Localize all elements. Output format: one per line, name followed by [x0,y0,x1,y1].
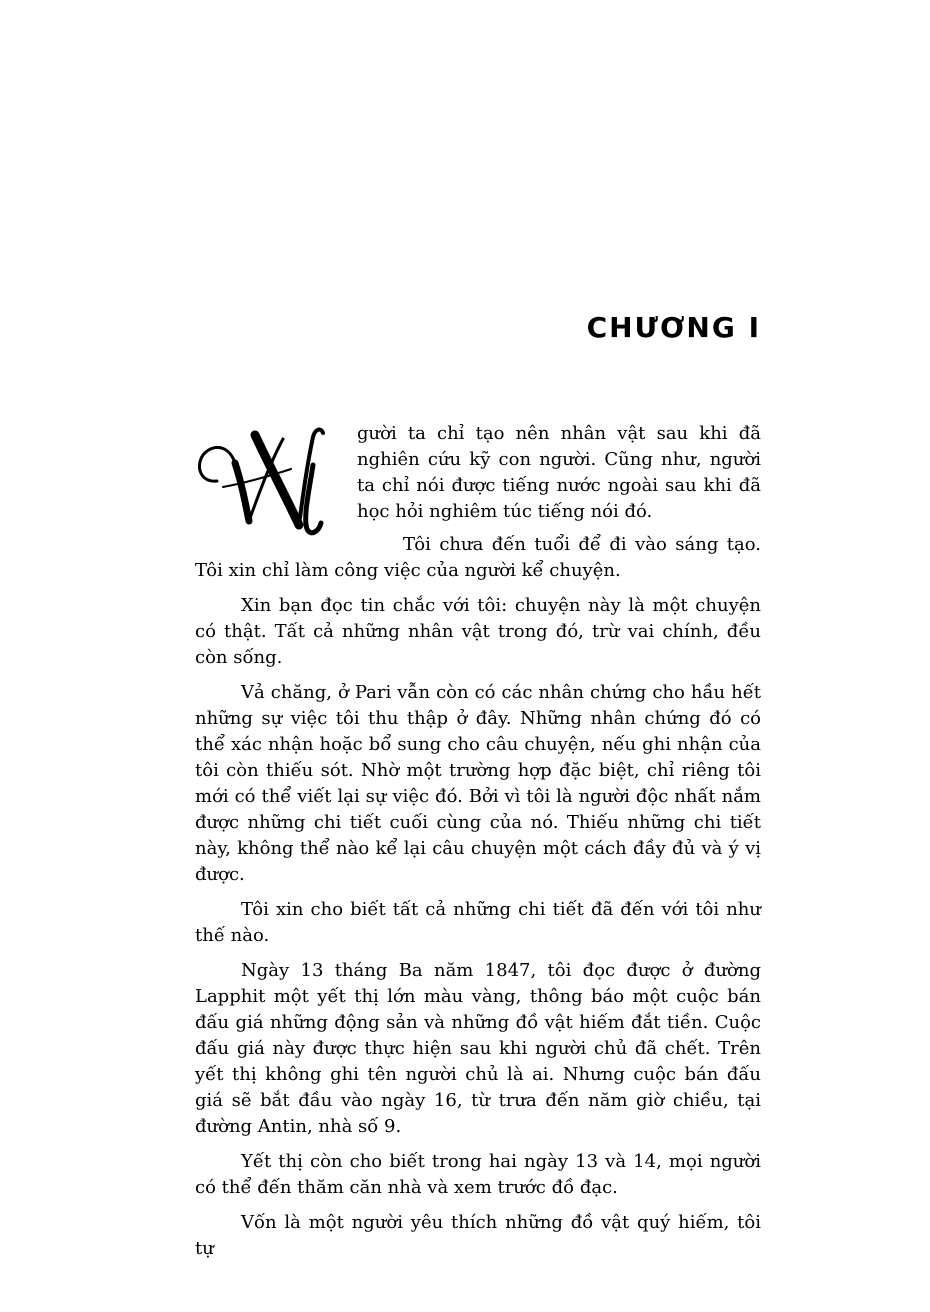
drop-cap-letter [195,425,353,537]
paragraph: Yết thị còn cho biết trong hai ngày 13 và 14, mọi người có thể đến thăm căn nhà và xem trước đồ đạc. [195,1151,761,1198]
opening-paragraph: gười ta chỉ tạo nên nhân vật sau khi đã nghiên cứu kỹ con người. Cũng như, người ta chỉ nói được tiếng nước ngoài sau khi đã học hỏi nghiêm túc tiếng nói đó. [357,423,761,522]
paragraph-continued: Vốn là một người yêu thích những đồ vật quý hiếm, tôi tự [195,1212,761,1259]
chapter-body [195,421,761,1271]
paragraph: Tôi chưa đến tuổi để đi vào sáng tạo. Tôi xin chỉ làm công việc của người kể chuyện. [195,534,761,581]
chapter-title: CHƯƠNG I [586,311,761,344]
paragraph: Xin bạn đọc tin chắc với tôi: chuyện này là một chuyện có thật. Tất cả những nhân vật trong đó, trừ vai chính, đều còn sống. [195,595,761,668]
paragraph: Ngày 13 tháng Ba năm 1847, tôi đọc được ở đường Lapphit một yết thị lớn màu vàng, thông báo một cuộc bán đấu giá những động sản và những đồ vật hiếm đắt tiền. Cuộc đấu giá này được thực hiện sau khi người chủ đã chết. Trên yết thị không ghi tên người chủ là ai. Nhưng cuộc bán đấu giá sẽ bắt đầu vào ngày 16, từ trưa đến năm giờ chiều, tại đường Antin, nhà số 9. [195,960,761,1137]
paragraph: Tôi xin cho biết tất cả những chi tiết đã đến với tôi như thế nào. [195,899,761,946]
paragraph: Vả chăng, ở Pari vẫn còn có các nhân chứng cho hầu hết những sự việc tôi thu thập ở đây. Những nhân chứng đó có thể xác nhận hoặc bổ sung cho câu chuyện, nếu ghi nhận của tôi còn thiếu sót. Nhờ một trường hợp đặc biệt, chỉ riêng tôi mới có thể viết lại sự việc đó. Bởi vì tôi là người độc nhất nắm được những chi tiết cuối cùng của nó. Thiếu những chi tiết này, không thể nào kể lại câu chuyện một cách đầy đủ và ý vị được. [195,682,761,885]
drop-cap-glyph [195,425,353,537]
